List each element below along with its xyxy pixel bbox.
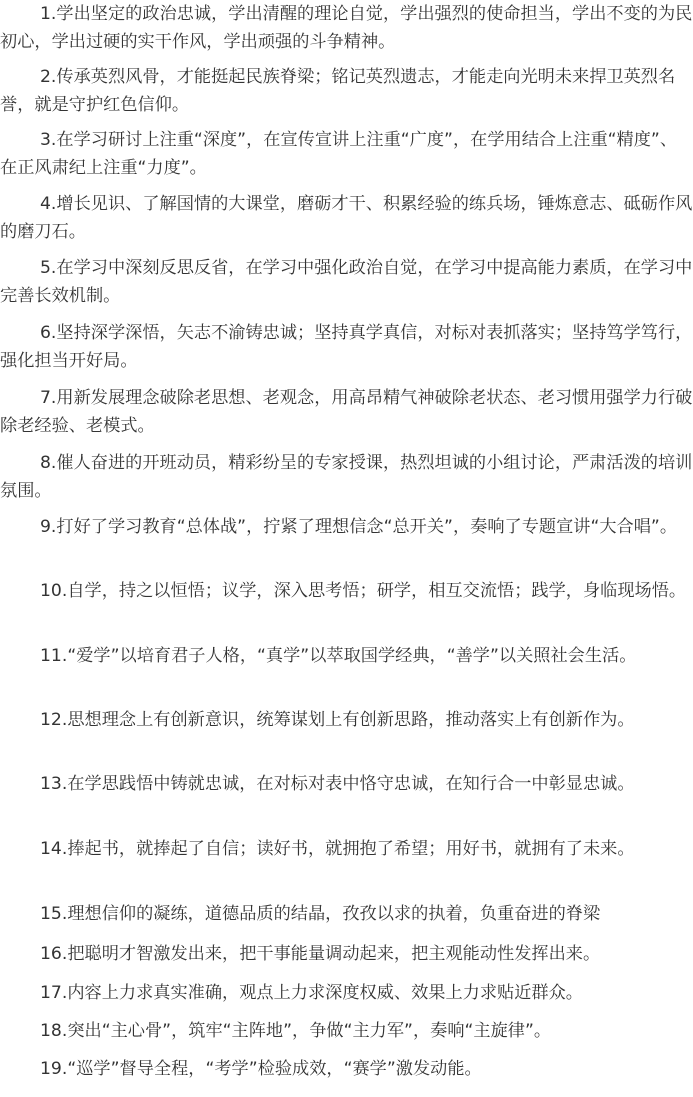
paragraph: 5.在学习中深刻反思反省，在学习中强化政治自觉，在学习中提高能力素质，在学习中完善长效机制。: [0, 258, 693, 306]
paragraph: 1.学出坚定的政治忠诚，学出清醒的理论自觉，学出强烈的使命担当，学出不变的为民初心，学出过硬的实干作风，学出顽强的斗争精神。: [0, 4, 693, 52]
paragraph: 7.用新发展理念破除老思想、老观念，用高昂精气神破除老状态、老习惯用强学力行破除老经验、老模式。: [0, 388, 693, 436]
paragraph: 9.打好了学习教育“总体战”，拧紧了理想信念“总开关”，奏响了专题宣讲“大合唱”。: [40, 517, 678, 537]
paragraph: 12.思想理念上有创新意识，统筹谋划上有创新思路，推动落实上有创新作为。: [40, 710, 635, 730]
paragraph: 19.“巡学”督导全程，“考学”检验成效，“赛学”激发动能。: [40, 1059, 482, 1079]
paragraph: 11.“爱学”以培育君子人格，“真学”以萃取国学经典，“善学”以关照社会生活。: [40, 646, 637, 666]
paragraph: 2.传承英烈风骨，才能挺起民族脊梁；铭记英烈遗志，才能走向光明未来捍卫英烈名誉，就是守护红色信仰。: [0, 67, 676, 115]
paragraph: 15.理想信仰的凝练，道德品质的结晶，孜孜以求的执着，负重奋进的脊梁: [40, 904, 601, 924]
paragraph: 17.内容上力求真实准确，观点上力求深度权威、效果上力求贴近群众。: [40, 983, 583, 1003]
paragraph: 14.捧起书，就捧起了自信；读好书，就拥抱了希望；用好书，就拥有了未来。: [40, 839, 635, 859]
paragraph: 4.增长见识、了解国情的大课堂，磨砺才干、积累经验的练兵场，锤炼意志、砥砺作风的磨刀石。: [0, 194, 693, 242]
paragraph: 18.突出“主心骨”，筑牢“主阵地”，争做“主力军”，奏响“主旋律”。: [40, 1021, 552, 1041]
paragraph: 6.坚持深学深悟，矢志不渝铸忠诚；坚持真学真信，对标对表抓落实；坚持笃学笃行，强化担当开好局。: [0, 323, 693, 371]
paragraph: 10.自学，持之以恒悟；议学，深入思考悟；研学，相互交流悟；践学，身临现场悟。: [40, 581, 687, 601]
paragraph: 3.在学习研讨上注重“深度”，在宣传宣讲上注重“广度”，在学用结合上注重“精度”、在正风肃纪上注重“力度”。: [0, 130, 678, 178]
paragraph: 8.催人奋进的开班动员，精彩纷呈的专家授课，热烈坦诚的小组讨论，严肃活泼的培训氛围。: [0, 453, 693, 501]
paragraph: 16.把聪明才智激发出来，把干事能量调动起来，把主观能动性发挥出来。: [40, 944, 601, 964]
paragraph: 13.在学思践悟中铸就忠诚，在对标对表中恪守忠诚，在知行合一中彰显忠诚。: [40, 774, 635, 794]
